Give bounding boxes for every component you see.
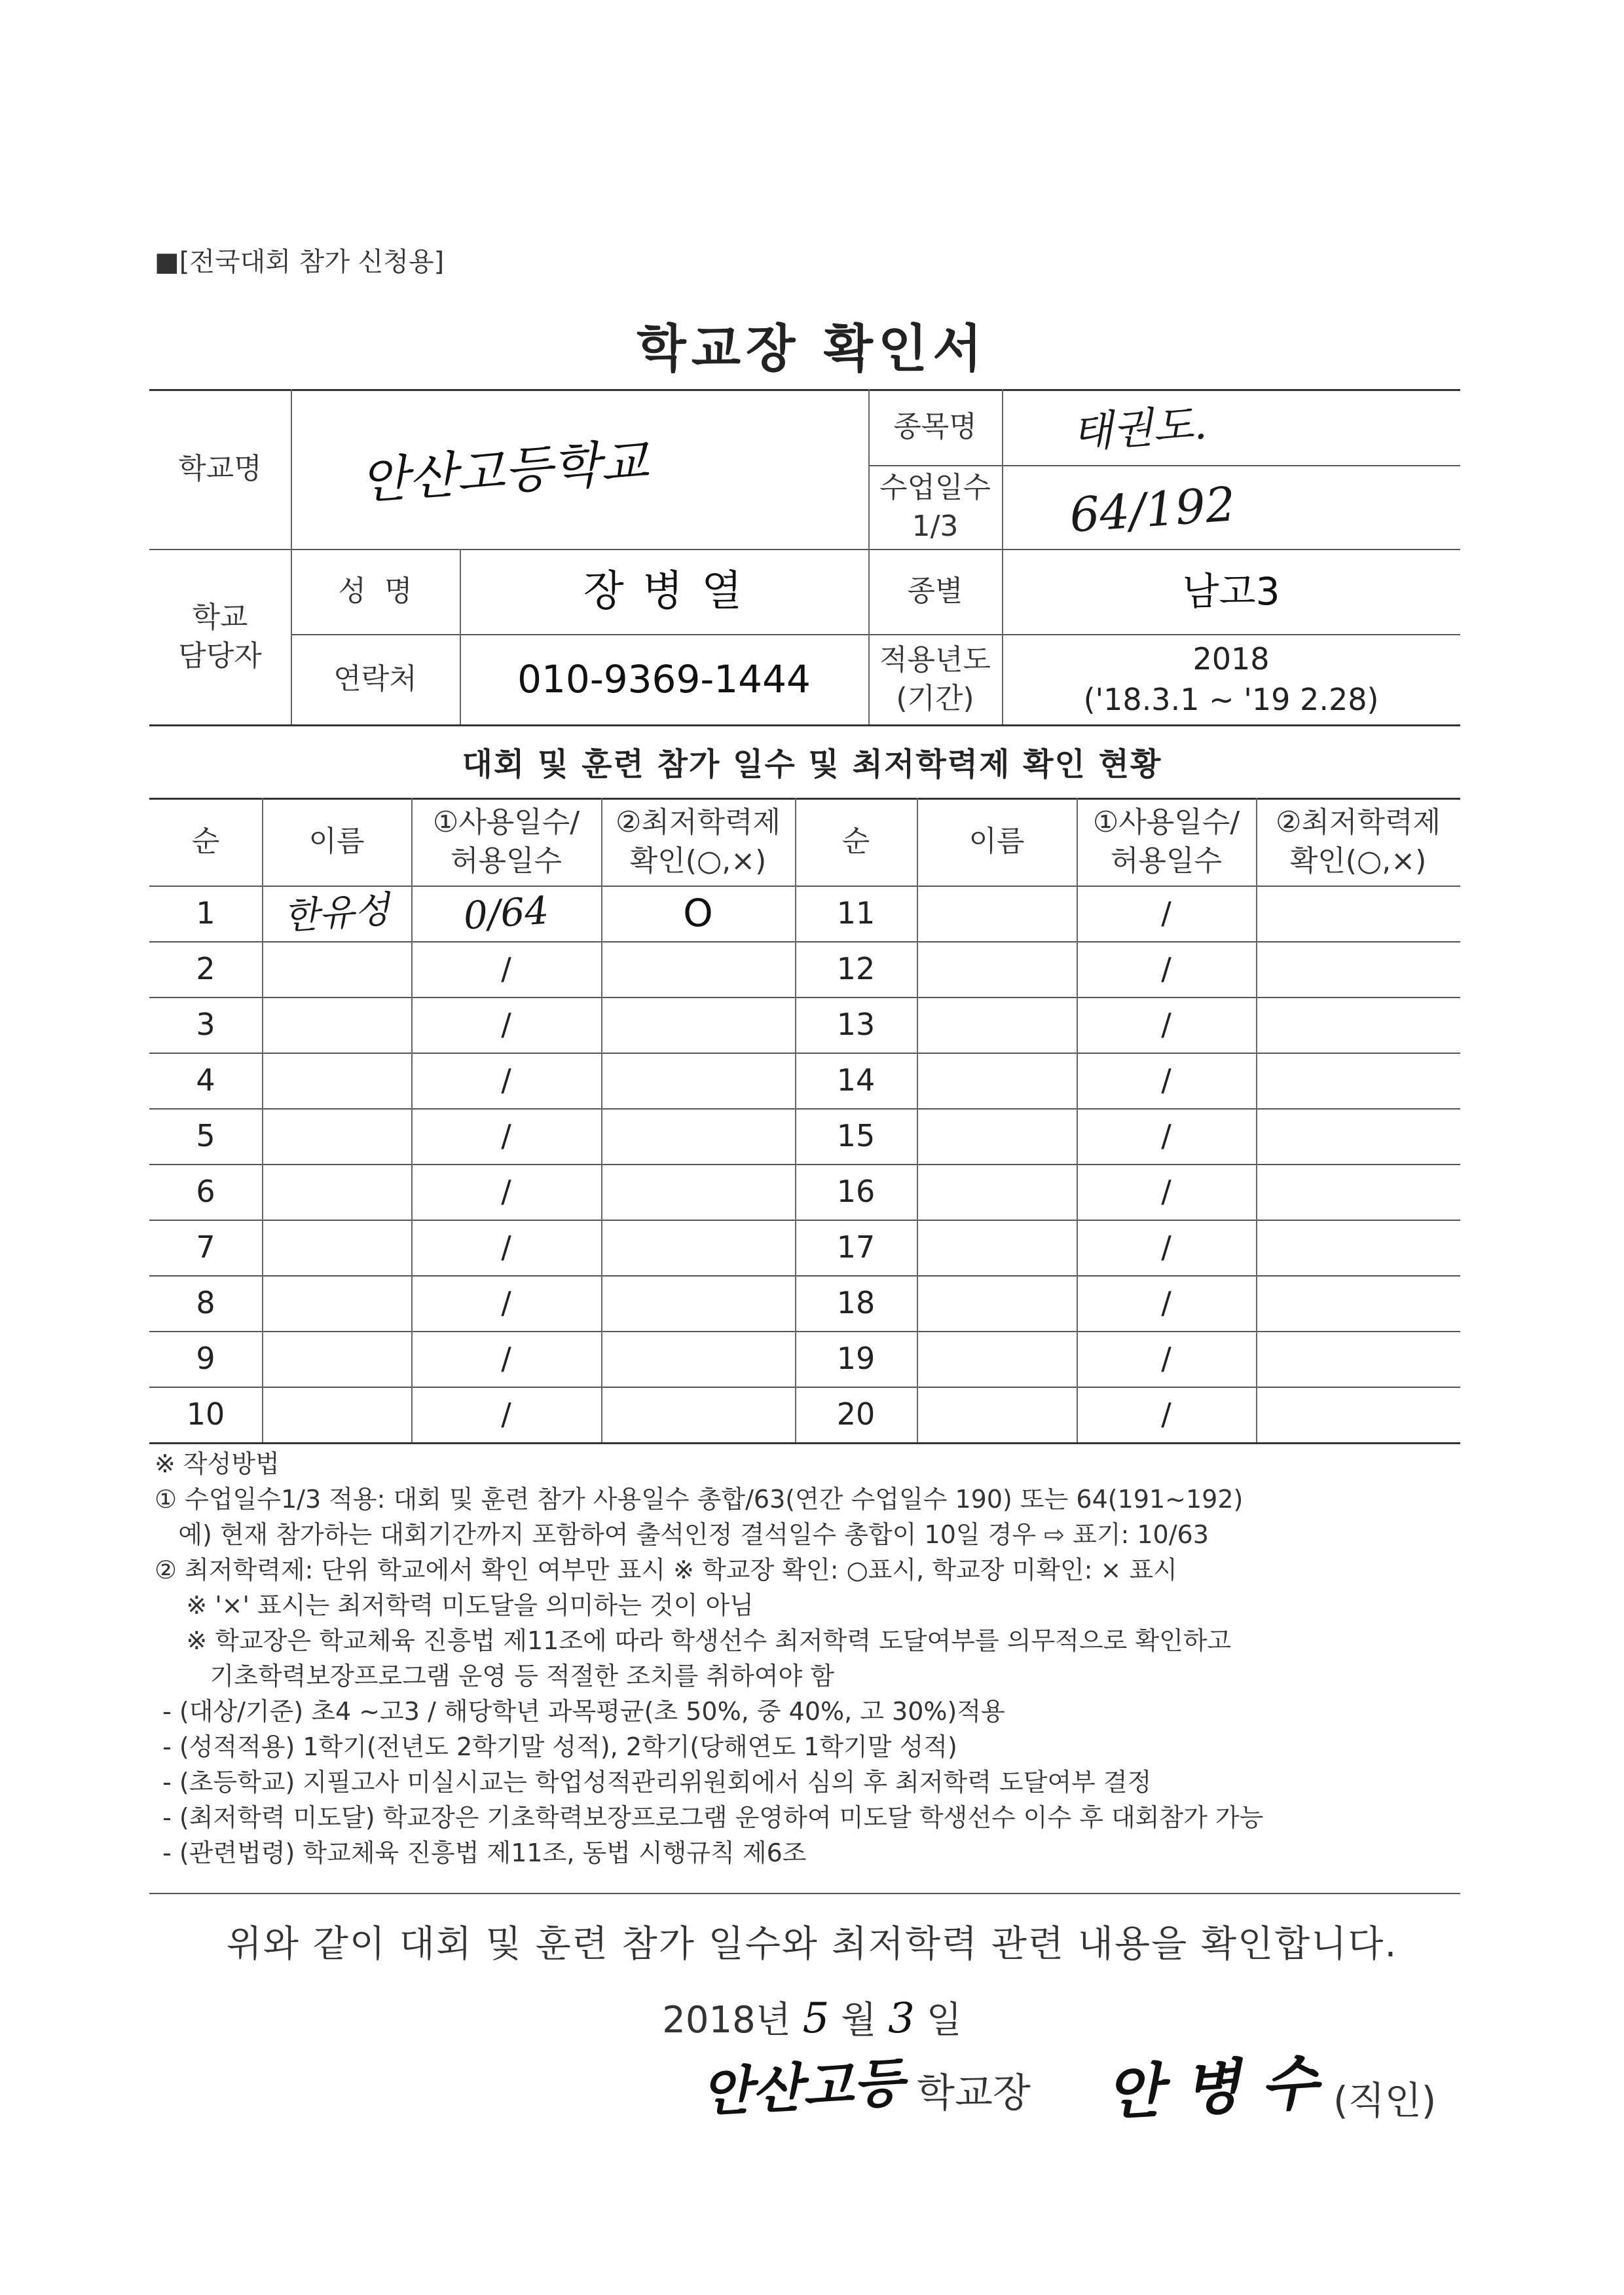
status-cell-days: /	[501, 951, 511, 987]
status-cell-no: 19	[836, 1341, 876, 1377]
year-label-line1: 적용년도	[879, 643, 991, 677]
status-header-days	[1077, 798, 1256, 886]
status-header-days-text: ①사용일수/	[1092, 805, 1240, 839]
contact-label: 연락처	[333, 662, 417, 696]
year-label	[868, 634, 1002, 724]
status-cell-min	[1256, 1220, 1460, 1275]
class-days-label	[868, 465, 1002, 549]
status-cell-no: 4	[196, 1062, 215, 1098]
status-header-days	[411, 798, 601, 886]
principal-signature-handwritten: 안 병 수	[1104, 2047, 1320, 2129]
status-cell-no: 11	[836, 895, 876, 931]
status-cell-days: /	[501, 1285, 511, 1321]
status-cell-days: 0/64	[462, 887, 551, 939]
status-cell-name	[917, 1108, 1077, 1164]
status-cell-days: /	[501, 1174, 511, 1210]
status-cell-days: /	[1161, 951, 1172, 987]
year-value	[1002, 634, 1460, 724]
status-cell-name	[917, 1275, 1077, 1331]
status-cell-days: /	[1161, 895, 1172, 931]
status-cell-name	[262, 1108, 411, 1164]
principal-label: 학교장	[917, 2070, 1031, 2116]
status-cell-min	[601, 1053, 795, 1108]
status-cell-name	[917, 886, 1077, 941]
status-header-no	[149, 798, 262, 886]
status-cell-name	[917, 1331, 1077, 1387]
status-header-days-text: 허용일수	[450, 844, 562, 878]
status-table-bottom-border	[149, 1442, 1460, 1444]
status-cell-min	[1256, 1108, 1460, 1164]
status-cell-no: 9	[196, 1341, 215, 1377]
status-cell-min	[1256, 1164, 1460, 1220]
status-header-name	[917, 798, 1077, 886]
status-cell-min	[1256, 1275, 1460, 1331]
status-cell-days: /	[1161, 1285, 1172, 1321]
status-header-name-text: 이름	[308, 825, 365, 859]
status-cell-days: /	[1161, 1062, 1172, 1098]
status-cell-no: 10	[186, 1396, 225, 1432]
status-cell-name	[262, 1220, 411, 1275]
status-cell-no: 12	[836, 951, 876, 987]
status-header-days-text: 허용일수	[1110, 844, 1222, 878]
status-cell-name	[262, 1164, 411, 1220]
status-cell-min	[601, 1164, 795, 1220]
year-value-line1: 2018	[1192, 641, 1270, 677]
status-cell-min	[1256, 886, 1460, 941]
manager-label	[149, 549, 291, 724]
event-value: 태권도.	[1070, 400, 1209, 458]
instruction-line: 기초학력보장프로그램 운영 등 적절한 조치를 취하여야 함	[155, 1662, 835, 1690]
status-cell-min	[601, 1387, 795, 1442]
status-header-no-text: 순	[191, 825, 220, 859]
status-cell-no: 20	[836, 1396, 876, 1432]
status-header-min	[1256, 798, 1460, 886]
status-table-title: 대회 및 훈련 참가 일수 및 최저학력제 확인 현황	[462, 746, 1162, 783]
status-cell-no: 7	[196, 1229, 215, 1265]
name-label: 성 명	[338, 574, 413, 608]
seal-label: (직인)	[1333, 2078, 1437, 2123]
instruction-line: ② 최저학력제: 단위 학교에서 확인 여부만 표시 ※ 학교장 확인: ○표시, 학교장 미확인: × 표시	[155, 1556, 1177, 1584]
status-cell-days: /	[501, 1396, 511, 1432]
status-cell-no: 14	[836, 1062, 876, 1098]
status-cell-no: 16	[836, 1174, 876, 1210]
class-days-label-line2: 1/3	[912, 510, 959, 543]
status-cell-days: /	[501, 1062, 511, 1098]
status-cell-min	[1256, 941, 1460, 997]
status-header-name-text: 이름	[969, 825, 1025, 859]
status-cell-name	[262, 941, 411, 997]
status-cell-name	[917, 941, 1077, 997]
instruction-line: - (관련법령) 학교체육 진흥법 제11조, 동법 시행규칙 제6조	[155, 1838, 807, 1867]
contact-value: 010-9369-1444	[517, 656, 811, 701]
status-cell-no: 5	[196, 1118, 215, 1154]
status-cell-name	[262, 1387, 411, 1442]
status-cell-no: 3	[196, 1007, 215, 1043]
manager-label-line2: 담당자	[178, 639, 262, 673]
status-cell-no: 18	[836, 1285, 876, 1321]
status-header-days-text: ①사용일수/	[432, 805, 580, 839]
year-label-line2: (기간)	[896, 682, 974, 715]
writing-instructions	[155, 1446, 1471, 1871]
status-cell-name	[917, 1164, 1077, 1220]
status-header-min	[601, 798, 795, 886]
status-cell-no: 8	[196, 1285, 215, 1321]
status-cell-days: /	[501, 1007, 511, 1043]
instruction-line: ① 수업일수1/3 적용: 대회 및 훈련 참가 사용일수 총합/63(연간 수업일수 190) 또는 64(191~192)	[155, 1485, 1244, 1514]
status-cell-no: 15	[836, 1118, 876, 1154]
category-value: 남고3	[1182, 569, 1280, 614]
header-table-top-border	[149, 389, 1460, 391]
event-label: 종목명	[893, 410, 977, 444]
notes-bottom-line	[149, 1893, 1460, 1894]
status-cell-no: 2	[196, 951, 215, 987]
date-month-unit: 월	[841, 1999, 877, 2042]
status-cell-name	[917, 1053, 1077, 1108]
status-cell-name	[917, 1220, 1077, 1275]
status-header-min-text: 확인(○,×)	[629, 844, 767, 878]
status-cell-min	[601, 997, 795, 1053]
instruction-line: 예) 현재 참가하는 대회기간까지 포함하여 출석인정 결석일수 총합이 10일 경우 ⇨ 표기: 10/63	[155, 1520, 1209, 1549]
status-cell-min	[601, 1275, 795, 1331]
manager-name-value: 장 병 열	[583, 567, 745, 616]
status-cell-days: /	[1161, 1341, 1172, 1377]
document-title: 학교장 확인서	[637, 320, 987, 379]
status-cell-days: /	[501, 1341, 511, 1377]
document-tag: ■[전국대회 참가 신청용]	[155, 247, 445, 277]
instruction-line: ※ 학교장은 학교체육 진흥법 제11조에 따라 학생선수 최저학력 도달여부를 의무적으로 확인하고	[155, 1626, 1232, 1655]
year-value-line2: ('18.3.1 ~ '19 2.28)	[1083, 682, 1379, 717]
status-cell-name: 한유성	[282, 888, 392, 939]
status-cell-no: 17	[836, 1229, 876, 1265]
status-cell-no: 13	[836, 1007, 876, 1043]
instruction-line: - (성적적용) 1학기(전년도 2학기말 성적), 2학기(당해연도 1학기말 성적)	[155, 1732, 957, 1761]
status-cell-min	[1256, 1387, 1460, 1442]
instruction-line: - (대상/기준) 초4 ~고3 / 해당학년 과목평균(초 50%, 중 40%, 고 30%)적용	[155, 1697, 1005, 1726]
status-header-name	[262, 798, 411, 886]
school-signature-handwritten: 안산고등	[699, 2051, 906, 2123]
status-cell-name	[262, 1331, 411, 1387]
date-day-unit: 일	[926, 1999, 962, 2042]
status-cell-min	[1256, 1331, 1460, 1387]
status-cell-name	[262, 997, 411, 1053]
status-cell-no: 1	[196, 895, 215, 931]
status-header-no-text: 순	[841, 825, 870, 859]
status-cell-days: /	[1161, 1396, 1172, 1432]
instruction-line: - (최저학력 미도달) 학교장은 기초학력보장프로그램 운영하여 미도달 학생선수 이수 후 대회참가 가능	[155, 1803, 1264, 1832]
status-cell-name	[262, 1275, 411, 1331]
date-year: 2018년	[662, 1999, 791, 2042]
status-cell-days: /	[1161, 1174, 1172, 1210]
confirmation-statement: 위와 같이 대회 및 훈련 참가 일수와 최저학력 관련 내용을 확인합니다.	[226, 1923, 1398, 1966]
status-cell-name	[917, 1387, 1077, 1442]
status-cell-days: /	[1161, 1007, 1172, 1043]
status-cell-min: O	[683, 891, 713, 936]
manager-label-line1: 학교	[192, 600, 248, 634]
status-cell-days: /	[501, 1229, 511, 1265]
status-cell-min	[1256, 997, 1460, 1053]
school-name-value: 안산고등학교	[358, 432, 650, 510]
status-cell-days: /	[1161, 1118, 1172, 1154]
school-name-label: 학교명	[178, 452, 262, 486]
category-label: 종별	[907, 574, 963, 608]
status-cell-name	[917, 997, 1077, 1053]
status-cell-min	[601, 1220, 795, 1275]
status-cell-min	[1256, 1053, 1460, 1108]
date-day: 3	[888, 1994, 915, 2043]
class-days-value: 64/192	[1067, 476, 1238, 544]
status-header-min-text: ②최저학력제	[616, 805, 781, 839]
status-cell-min	[601, 941, 795, 997]
status-cell-days: /	[1161, 1229, 1172, 1265]
status-cell-min	[601, 1331, 795, 1387]
header-table-bottom-border	[149, 724, 1460, 726]
status-cell-name	[262, 1053, 411, 1108]
instruction-line: ※ '×' 표시는 최저학력 미도달을 의미하는 것이 아님	[155, 1591, 754, 1620]
date-month: 5	[802, 1994, 830, 2043]
status-cell-min	[601, 1108, 795, 1164]
status-header-min-text: 확인(○,×)	[1289, 844, 1427, 878]
class-days-label-line1: 수업일수	[879, 470, 991, 504]
status-cell-days: /	[501, 1118, 511, 1154]
status-cell-no: 6	[196, 1174, 215, 1210]
confirmation-date	[0, 1991, 1624, 2043]
status-header-min-text: ②최저학력제	[1276, 805, 1441, 839]
status-header-no	[795, 798, 917, 886]
instruction-line: - (초등학교) 지필고사 미실시교는 학업성적관리위원회에서 심의 후 최저학력 도달여부 결정	[155, 1768, 1152, 1797]
instruction-line: ※ 작성방법	[155, 1449, 280, 1478]
